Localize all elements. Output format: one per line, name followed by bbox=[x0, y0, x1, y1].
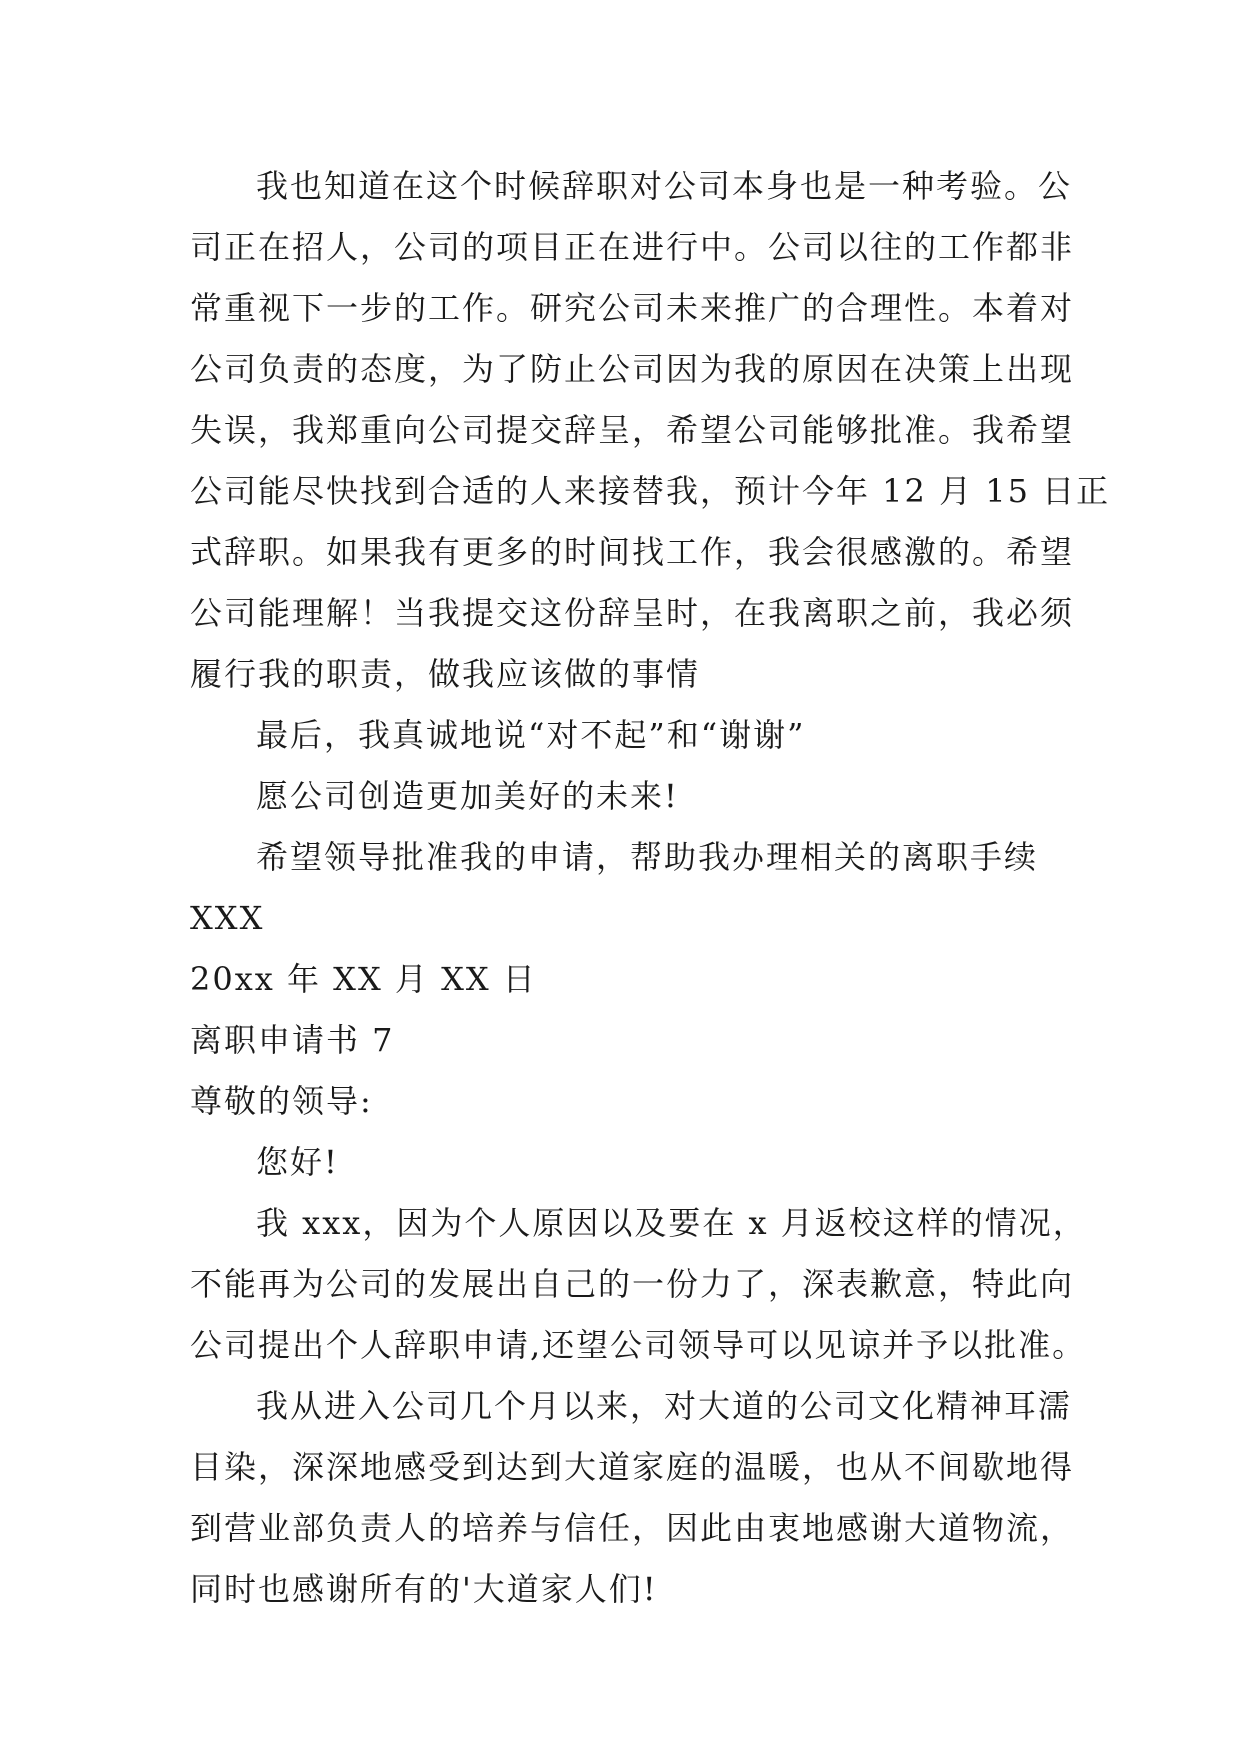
paragraph-line: 目染，深深地感受到达到大道家庭的温暖，也从不间歇地得 bbox=[190, 1448, 1075, 1486]
closing-apology-line: 最后，我真诚地说“对不起”和“谢谢” bbox=[256, 716, 806, 754]
section-heading: 离职申请书 7 bbox=[190, 1021, 395, 1059]
paragraph-line: 到营业部负责人的培养与信任，因此由衷地感谢大道物流， bbox=[190, 1509, 1075, 1547]
paragraph-line: 我从进入公司几个月以来，对大道的公司文化精神耳濡 bbox=[256, 1387, 1073, 1425]
document-body bbox=[190, 156, 1111, 1620]
paragraph-line: 公司能尽快找到合适的人来接替我，预计今年 12 月 15 日正 bbox=[190, 472, 1111, 510]
paragraph-line: 不能再为公司的发展出自己的一份力了，深表歉意，特此向 bbox=[190, 1265, 1075, 1303]
paragraph-line: 我也知道在这个时候辞职对公司本身也是一种考验。公 bbox=[256, 167, 1073, 205]
signature-date: 20xx 年 XX 月 XX 日 bbox=[190, 960, 537, 998]
closing-request-line: 希望领导批准我的申请，帮助我办理相关的离职手续 bbox=[256, 838, 1039, 876]
paragraph-line: 履行我的职责，做我应该做的事情 bbox=[190, 655, 701, 693]
paragraph-line: 公司能理解！当我提交这份辞呈时，在我离职之前，我必须 bbox=[190, 594, 1075, 632]
paragraph-line: 公司提出个人辞职申请,还望公司领导可以见谅并予以批准。 bbox=[190, 1326, 1087, 1364]
closing-wish-line: 愿公司创造更加美好的未来! bbox=[256, 777, 679, 815]
salutation: 尊敬的领导: bbox=[190, 1082, 373, 1120]
greeting: 您好! bbox=[256, 1143, 339, 1181]
paragraph-line: 常重视下一步的工作。研究公司未来推广的合理性。本着对 bbox=[190, 289, 1075, 327]
paragraph-line: 司正在招人，公司的项目正在进行中。公司以往的工作都非 bbox=[190, 228, 1075, 266]
signature-name: XXX bbox=[190, 899, 265, 937]
paragraph-line: 公司负责的态度，为了防止公司因为我的原因在决策上出现 bbox=[190, 350, 1075, 388]
paragraph-line: 式辞职。如果我有更多的时间找工作，我会很感激的。希望 bbox=[190, 533, 1075, 571]
paragraph-line: 失误，我郑重向公司提交辞呈，希望公司能够批准。我希望 bbox=[190, 411, 1075, 449]
paragraph-line: 同时也感谢所有的'大道家人们! bbox=[190, 1570, 658, 1608]
paragraph-line: 我 xxx，因为个人原因以及要在 x 月返校这样的情况， bbox=[256, 1204, 1087, 1242]
